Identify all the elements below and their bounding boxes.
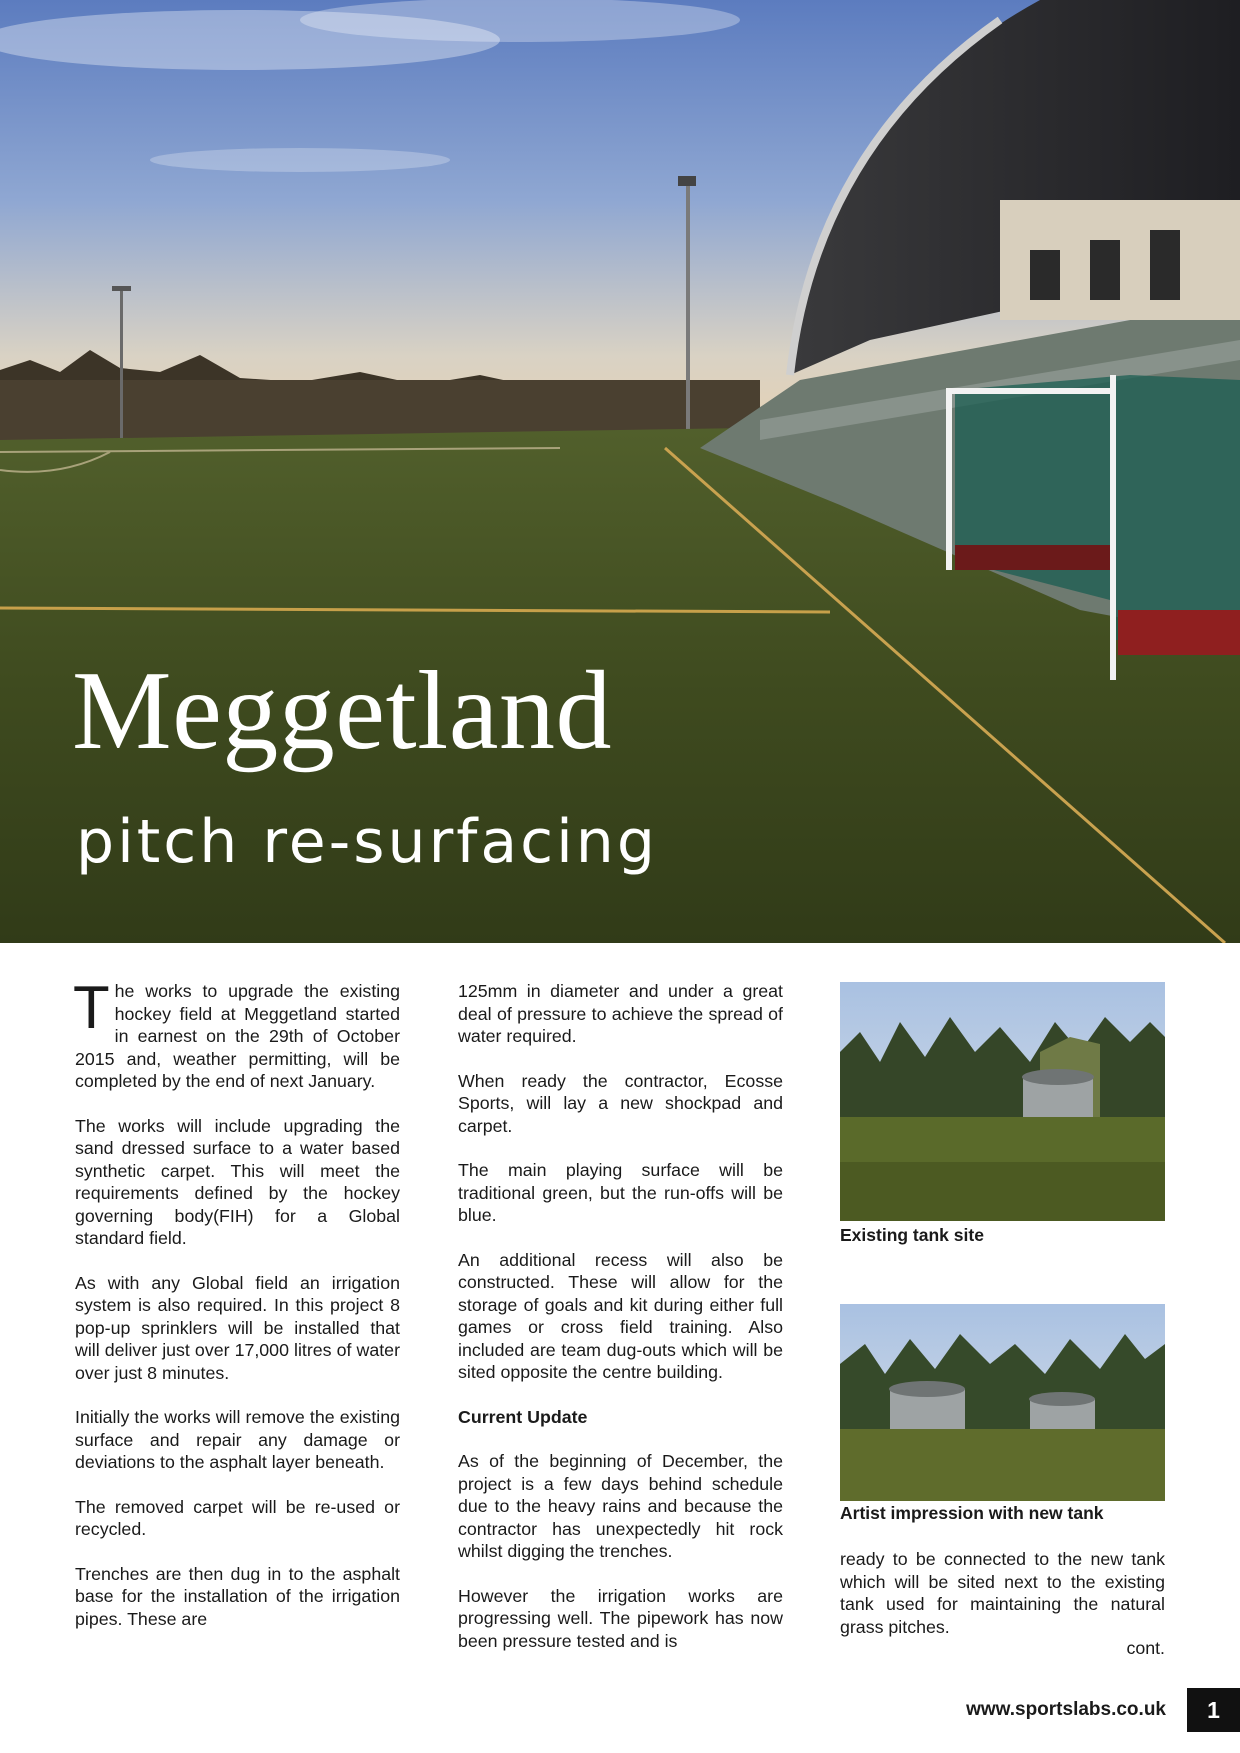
existing-tank-photo: [840, 982, 1165, 1221]
new-tank-impression-photo: [840, 1304, 1165, 1501]
paragraph: As of the beginning of December, the project is a few days behind schedule due to the heavy rains and because the contractor has unexpectedly hit rock whilst digging the trenches.: [458, 1451, 783, 1561]
drop-cap: T: [73, 974, 110, 1041]
website-url: www.sportslabs.co.uk: [966, 1699, 1166, 1720]
paragraph-text: he works to upgrade the existing hockey field at Meggetland started in earnest on the 29th of October 2015 and, weather permitting, will be completed by the end of next January.: [75, 981, 400, 1091]
paragraph: When ready the contractor, Ecosse Sports, will lay a new shockpad and carpet.: [458, 1070, 783, 1136]
paragraph: [73, 974, 400, 1093]
photo-caption-new-tank: Artist impression with new tank: [840, 1503, 1104, 1523]
article-column-1: [73, 974, 400, 1652]
paragraph: The removed carpet will be re-used or recycled.: [75, 1496, 400, 1539]
paragraph: An additional recess will also be constructed. These will allow for the storage of goals and kit during either full games or cross field training. Also included are team dug-outs which will be sited opposite the centre building.: [458, 1249, 783, 1382]
paragraph: 125mm in diameter and under a great deal of pressure to achieve the spread of water required.: [458, 981, 783, 1046]
paragraph: As with any Global field an irrigation system is also required. In this project 8 pop-up sprinklers will be installed that will deliver just over 17,000 litres of water over just 8 minutes.: [75, 1272, 400, 1383]
paragraph: Trenches are then dug in to the asphalt base for the installation of the irrigation pipes. These are: [75, 1563, 400, 1629]
photo-caption-existing: Existing tank site: [840, 1225, 984, 1245]
page-number-badge: [1187, 1688, 1240, 1732]
article-title: Meggetland: [72, 649, 612, 773]
continued-label: cont.: [1126, 1638, 1165, 1658]
paragraph: The main playing surface will be traditional green, but the run-offs will be blue.: [458, 1160, 783, 1225]
paragraph: However the irrigation works are progressing well. The pipework has now been pressure tested and is: [458, 1585, 783, 1651]
paragraph: The works will include upgrading the sand dressed surface to a water based synthetic carpet. This will meet the requirements defined by the hockey governing body(FIH) for a Global standard field.: [75, 1115, 400, 1248]
article-subtitle: pitch re-surfacing: [76, 807, 658, 877]
paragraph: ready to be connected to the new tank which will be sited next to the existing tank used for maintaining the natural grass pitches.: [840, 1549, 1165, 1637]
page-number: 1: [1207, 1696, 1220, 1723]
current-update-heading: Current Update: [458, 1406, 588, 1427]
article-column-2: [458, 980, 783, 1674]
paragraph: Initially the works will remove the existing surface and repair any damage or deviations to the asphalt layer beneath.: [75, 1407, 400, 1472]
